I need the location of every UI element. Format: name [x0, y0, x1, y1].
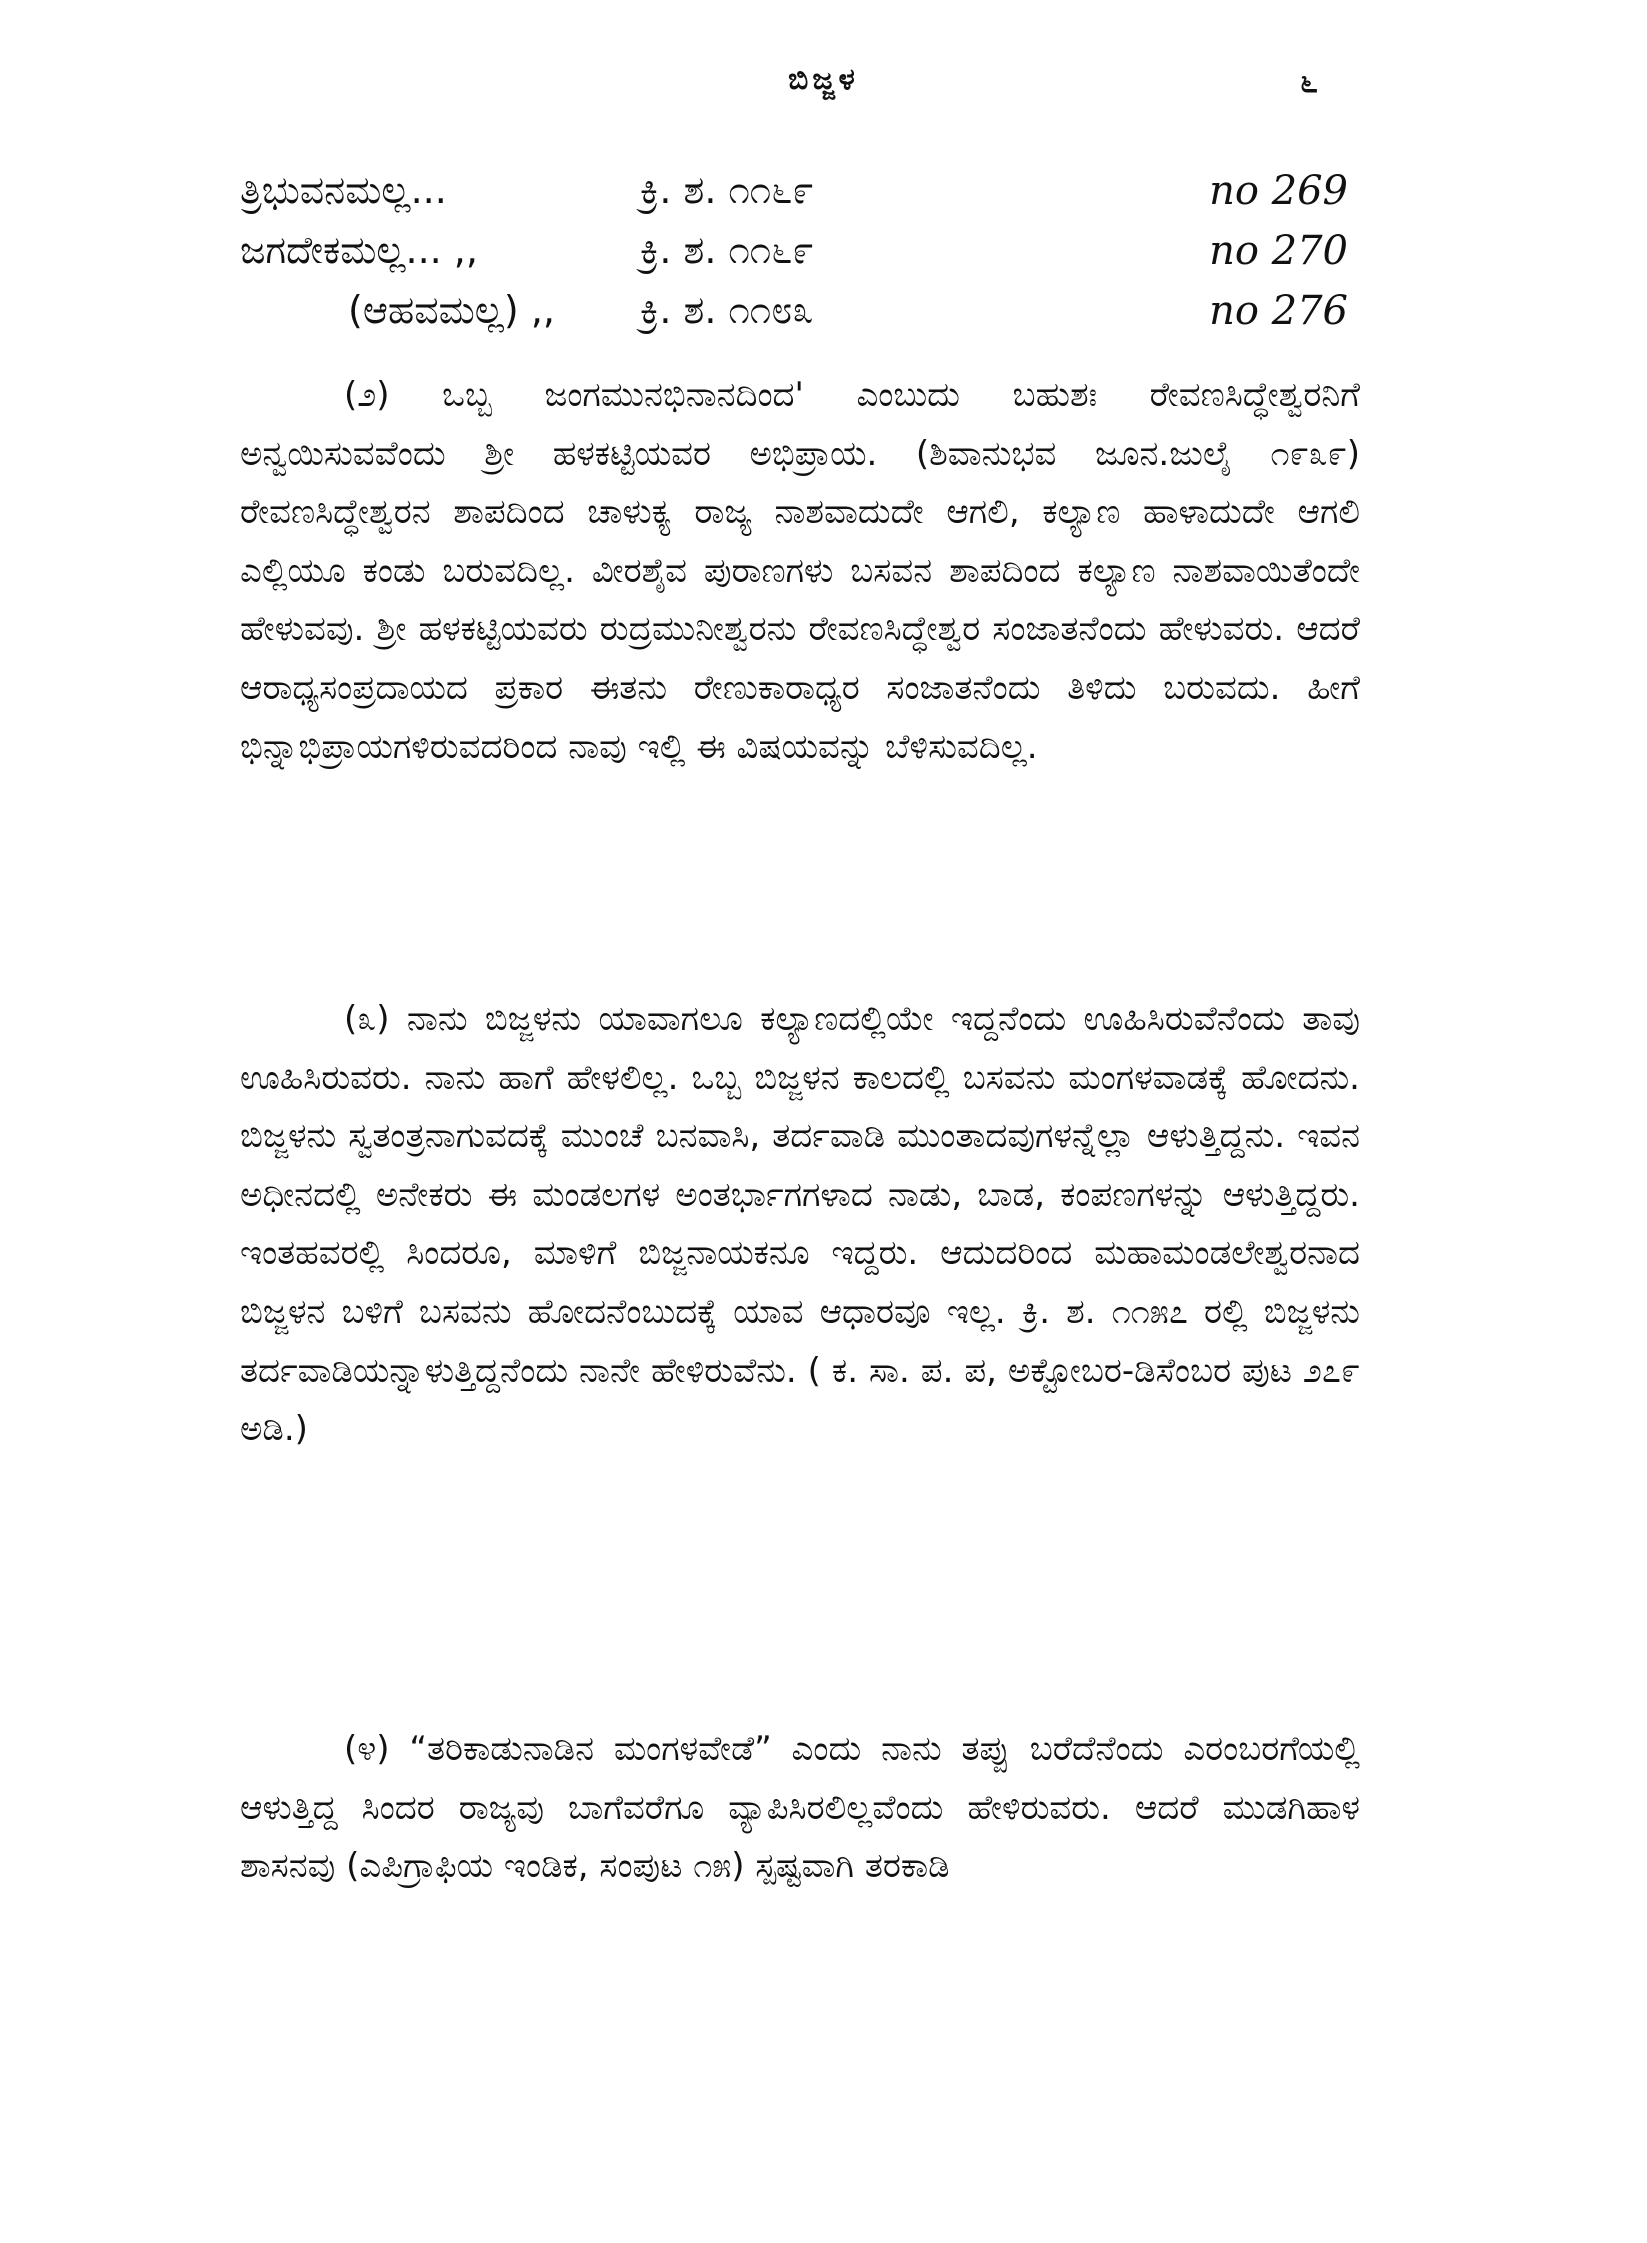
paragraph-text: (೨) ಒಬ್ಬ ಜಂಗಮುನಭಿನಾನದಿಂದ' ಎಂಬುದು ಬಹುಶಃ ರೇವಣಸಿದ್ಧೇಶ್ವರನಿಗೆ ಅನ್ವಯಿಸುವವೆಂದು ಶ್ರೀ ಹಳಕಟ್ಟಿಯವರ ಅಭಿಪ್ರಾಯ. (ಶಿವಾನುಭವ ಜೂನ.ಜುಲೈ ೧೯೩೯) ರೇವಣಸಿದ್ಧೇಶ್ವರನ ಶಾಪದಿಂದ ಚಾಳುಕ್ಯ ರಾಜ್ಯ ನಾಶವಾದುದೇ ಆಗಲಿ, ಕಲ್ಯಾಣ ಹಾಳಾದುದೇ ಆಗಲಿ ಎಲ್ಲಿಯೂ ಕಂಡು ಬರುವದಿಲ್ಲ. ವೀರಶೈವ ಪುರಾಣಗಳು ಬಸವನ ಶಾಪದಿಂದ ಕಲ್ಯಾಣ ನಾಶವಾಯಿತೆಂದೇ ಹೇಳುವವು. ಶ್ರೀ ಹಳಕಟ್ಟಿಯವರು ರುದ್ರಮುನೀಶ್ವರನು ರೇವಣಸಿದ್ಧೇಶ್ವರ ಸಂಜಾತನೆಂದು ಹೇಳುವರು. ಆದರೆ ಆರಾಧ್ಯಸಂಪ್ರದಾಯದ ಪ್ರಕಾರ ಈತನು ರೇಣುಕಾರಾಧ್ಯರ ಸಂಜಾತನೆಂದು ತಿಳಿದು ಬರುವದು. ಹೀಗೆ ಭಿನ್ನಾಭಿಪ್ರಾಯಗಳಿರುವದರಿಂದ ನಾವು ಇಲ್ಲಿ ಈ ವಿಷಯವನ್ನು ಬೆಳಿಸುವದಿಲ್ಲ. — [240, 375, 1360, 767]
running-title: ಬಿಜ್ಜಳ — [788, 62, 859, 97]
reference-row — [240, 228, 1360, 284]
paragraph-text: (೪) “ತರಿಕಾಡುನಾಡಿನ ಮಂಗಳವೇಡೆ” ಎಂದು ನಾನು ತಪ್ಪು ಬರೆದೆನೆಂದು ಎರಂಬರಗೆಯಲ್ಲಿ ಆಳುತ್ತಿದ್ದ ಸಿಂದರ ರಾಜ್ಯವು ಬಾಗೆವರೆಗೂ ವ್ಯಾಪಿಸಿರಲಿಲ್ಲವೆಂದು ಹೇಳಿರುವರು. ಆದರೆ ಮುಡಗಿಹಾಳ ಶಾಸನವು (ಎಪಿಗ್ರಾಫಿಯ ಇಂಡಿಕ, ಸಂಪುಟ ೧೫) ಸ್ಪಷ್ಟವಾಗಿ ತರಕಾಡಿ — [240, 1729, 1360, 1887]
reference-number: no 276 — [1209, 288, 1348, 334]
reference-row — [240, 288, 1360, 344]
reference-number: no 270 — [1209, 228, 1348, 274]
reference-row — [240, 168, 1360, 224]
reference-number: no 269 — [1209, 168, 1348, 214]
reference-king: ತ್ರಿಭುವನಮಲ್ಲ... — [240, 168, 447, 212]
reference-date: ಕ್ರಿ. ಶ. ೧೧೬೯ — [640, 168, 814, 212]
reference-date: ಕ್ರಿ. ಶ. ೧೧೮೩ — [640, 288, 814, 332]
note-paragraph — [240, 366, 1360, 776]
page-number: ೬ — [1300, 62, 1318, 100]
note-paragraph — [240, 1720, 1360, 1896]
reference-king: ಜಗದೇಕಮಲ್ಲ... ,, — [240, 228, 478, 272]
paragraph-text: (೩) ನಾನು ಬಿಜ್ಜಳನು ಯಾವಾಗಲೂ ಕಲ್ಯಾಣದಲ್ಲಿಯೇ ಇದ್ದನೆಂದು ಊಹಿಸಿರುವೆನೆಂದು ತಾವು ಊಹಿಸಿರುವರು. ನಾನು ಹಾಗೆ ಹೇಳಲಿಲ್ಲ. ಒಬ್ಬ ಬಿಜ್ಜಳನ ಕಾಲದಲ್ಲಿ ಬಸವನು ಮಂಗಳವಾಡಕ್ಕೆ ಹೋದನು. ಬಿಜ್ಜಳನು ಸ್ವತಂತ್ರನಾಗುವದಕ್ಕೆ ಮುಂಚೆ ಬನವಾಸಿ, ತರ್ದವಾಡಿ ಮುಂತಾದವುಗಳನ್ನೆಲ್ಲಾ ಆಳುತ್ತಿದ್ದನು. ಇವನ ಅಧೀನದಲ್ಲಿ ಅನೇಕರು ಈ ಮಂಡಲಗಳ ಅಂತರ್ಭಾಗಗಳಾದ ನಾಡು, ಬಾಡ, ಕಂಪಣಗಳನ್ನು ಆಳುತ್ತಿದ್ದರು. ಇಂತಹವರಲ್ಲಿ ಸಿಂದರೂ, ಮಾಳಿಗೆ ಬಿಜ್ಜನಾಯಕನೂ ಇದ್ದರು. ಆದುದರಿಂದ ಮಹಾಮಂಡಲೇಶ್ವರನಾದ ಬಿಜ್ಜಳನ ಬಳಿಗೆ ಬಸವನು ಹೋದನೆಂಬುದಕ್ಕೆ ಯಾವ ಆಧಾರವೂ ಇಲ್ಲ. ಕ್ರಿ. ಶ. ೧೧೫೭ ರಲ್ಲಿ ಬಿಜ್ಜಳನು ತರ್ದವಾಡಿಯನ್ನಾಳುತ್ತಿದ್ದನೆಂದು ನಾನೇ ಹೇಳಿರುವೆನು. ( ಕ. ಸಾ. ಪ. ಪ, ಅಕ್ಟೋಬರ-ಡಿಸೆಂಬರ ಪುಟ ೨೭೯ ಅಡಿ.) — [240, 999, 1360, 1450]
reference-date: ಕ್ರಿ. ಶ. ೧೧೬೯ — [640, 228, 814, 272]
note-paragraph — [240, 990, 1360, 1459]
reference-king: (ಆಹವಮಲ್ಲ) ,, — [348, 288, 555, 332]
